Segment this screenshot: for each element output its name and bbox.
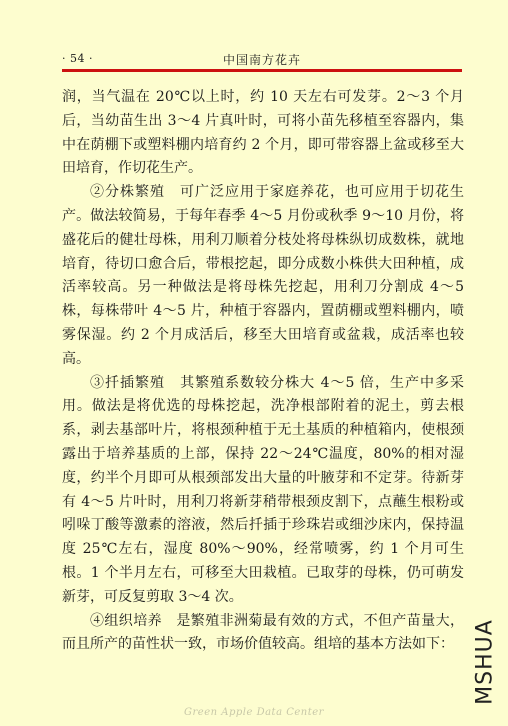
paragraph-continuation: 润，当气温在 20℃以上时，约 10 天左右可发芽。2～3 个月后，当幼苗生出 3～4 片真叶时，可将小苗先移植至容器内，集中在荫棚下或塑料棚内培育约 2 个月，即可带容器上盆或移至大田培育，作切花生产。 (62, 89, 464, 177)
side-watermark (470, 612, 500, 712)
paragraph-division-propagation: ②分株繁殖 可广泛应用于家庭养花，也可应用于切花生产。做法较简易，于每年春季 4～5 月份或秋季 9～10 月份，将盛花后的健壮母株，用利刀顺着分枝处将母株纵切成数株，就地培育，待切口愈合后，带根挖起，即分成数小株供大田种植，成活率较高。另一种做法是将母株先挖起，用利刀分割成 4～5 株，每株带叶 4～5 片，种植于容器内，置荫棚或塑料棚内，喷雾保湿。约 2 个月成活后，移至大田培育或盆栽，成活率也较高。 (62, 184, 464, 367)
side-watermark-text: MSHUA (472, 619, 498, 705)
paragraph-tissue-culture: ④组织培养 是繁殖非洲菊最有效的方式，不但产苗量大，而且所产的苗性状一致，市场价值较高。组培的基本方法如下： (62, 612, 464, 653)
body-text (62, 86, 464, 657)
running-title: 中国南方花卉 (222, 53, 301, 67)
footer-watermark: Green Apple Data Center (184, 707, 324, 718)
page-number: · 54 · (62, 52, 93, 65)
page-header (62, 48, 462, 70)
header-rule (62, 69, 462, 72)
paragraph-cutting-propagation: ③扦插繁殖 其繁殖系数较分株大 4～5 倍，生产中多采用。做法是将优选的母株挖起，洗净根部附着的泥土，剪去根系，剥去基部叶片，将根颈种植于无土基质的种植箱内，使根颈露出于培养基质的上部，保持 22～24℃温度，80%的相对湿度，约半个月即可从根颈部发出大量的叶腋芽和不定芽。待新芽有 4～5 片叶时，用利刀将新芽稍带根颈皮割下，点蘸生根粉或吲哚丁酸等激素的溶液，然后扦插于珍珠岩或细沙床内，保持温度 25℃左右，湿度 80%～90%，经常喷雾，约 1 个月可生根。1 个半月左右，可移至大田栽植。已取芽的母株，仍可萌发新芽，可反复剪取 3～4 次。 (62, 374, 464, 605)
